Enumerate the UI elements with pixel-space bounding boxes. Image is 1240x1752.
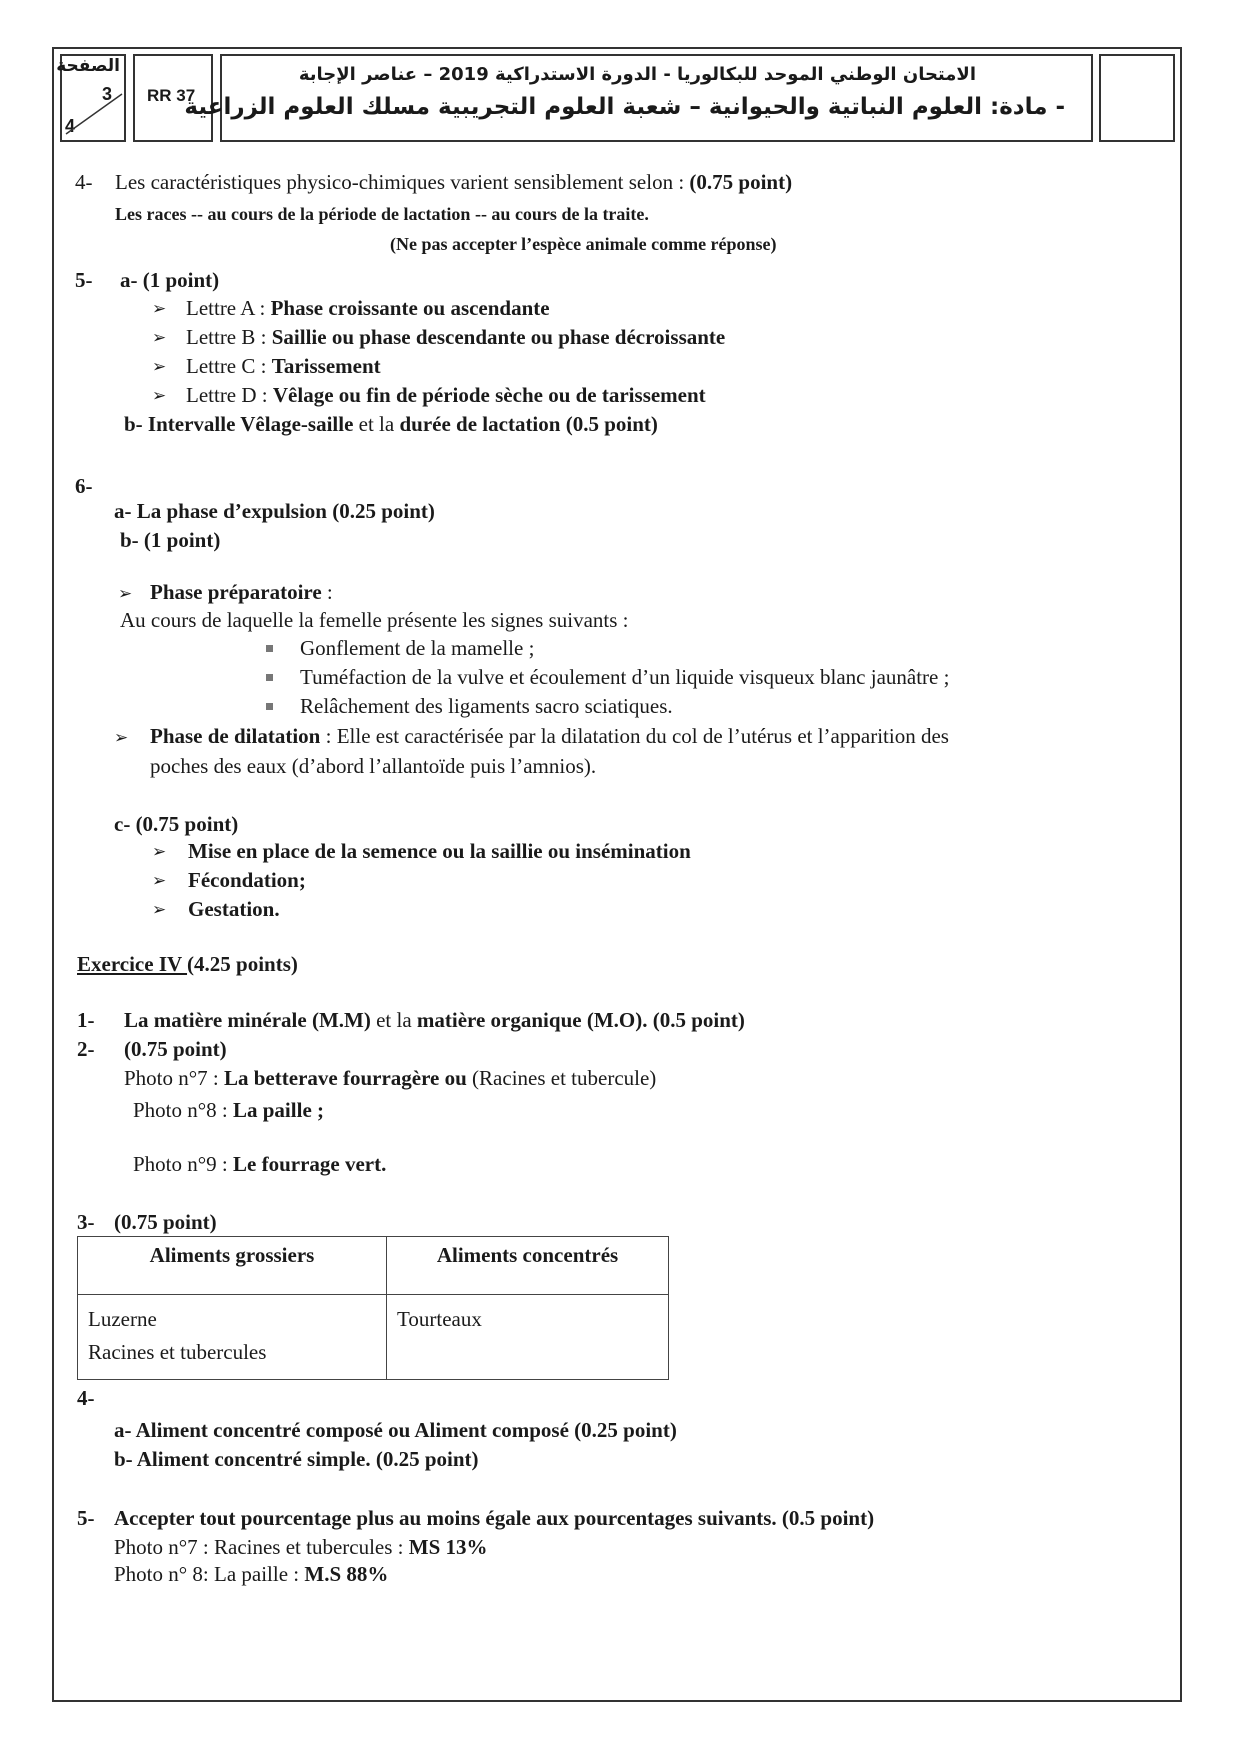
q4-number: 4-: [75, 170, 93, 194]
q6-dil-line2: poches des eaux (d’abord l’allantoïde puis l’amnios).: [150, 754, 597, 778]
feed-table: [77, 1236, 669, 1380]
page-label: الصفحة: [56, 56, 120, 76]
e5-photo8: [114, 1562, 388, 1587]
arrow-bullet-icon: ➢: [152, 328, 167, 348]
e2-photo9: [133, 1152, 386, 1177]
table-row: [78, 1295, 669, 1380]
q5-b-part2: et la: [353, 412, 400, 436]
q5-item-answer: Saillie ou phase descendante ou phase décroissante: [271, 325, 726, 349]
q5-number: 5-: [75, 268, 93, 292]
e2-photo7: [124, 1066, 656, 1091]
q6-prep-intro: Au cours de laquelle la femelle présente les signes suivants :: [120, 608, 629, 632]
q4-points: (0.75 point): [689, 170, 793, 194]
e4-b: b- Aliment concentré simple. (0.25 point): [114, 1447, 479, 1471]
q6-dil-title: Phase de dilatation: [150, 724, 321, 748]
q6-prep-title: Phase préparatoire: [150, 580, 322, 604]
table-header-row: [78, 1237, 669, 1295]
exercise-title-text: Exercice IV: [77, 952, 188, 976]
arrow-bullet-icon: ➢: [114, 728, 129, 748]
q6-prep-colon: :: [321, 580, 333, 604]
cell-line: Racines et tubercules: [88, 1340, 267, 1364]
e1-part1: La matière minérale (M.M): [124, 1008, 371, 1032]
page-divider-line: [62, 56, 124, 140]
q5-item-answer: Vêlage ou fin de période sèche ou de tarissement: [272, 383, 706, 407]
q6-c-item-2: Fécondation;: [188, 868, 306, 892]
q5-a-label: a- (1 point): [120, 268, 220, 292]
e2-photo8-answer: La paille ;: [233, 1098, 325, 1122]
q5-b-part1: b- Intervalle Vêlage-saille: [124, 412, 354, 436]
e2-photo7-answer: La betterave fourragère ou: [224, 1066, 467, 1090]
arrow-bullet-icon: ➢: [152, 357, 167, 377]
header-title-line1: الامتحان الوطني الموحد للبكالوريا - الدورة الاستدراكية 2019 – عناصر الإجابة: [298, 64, 976, 85]
cell-line: Tourteaux: [397, 1307, 482, 1331]
e4-a: a- Aliment concentré composé ou Aliment composé (0.25 point): [114, 1418, 677, 1442]
q6-dil-line1: [150, 724, 949, 749]
q6-c-item-1: Mise en place de la semence ou la saillie ou insémination: [188, 839, 691, 863]
e1-part2: et la: [370, 1008, 417, 1032]
e5-photo7-value: MS 13%: [408, 1535, 488, 1559]
q5-item-d: [186, 383, 706, 408]
title-box: [184, 54, 1093, 142]
e5-photo7-label: Photo n°7 : Racines et tubercules :: [114, 1535, 409, 1559]
q5-b: [124, 412, 658, 437]
q4-question: Les caractéristiques physico-chimiques varient sensiblement selon :: [115, 170, 690, 194]
q6-c: c- (0.75 point): [114, 812, 239, 836]
q5-item-c: [186, 354, 381, 379]
table-header-coarse: Aliments grossiers: [78, 1237, 387, 1295]
q6-sign-1: Gonflement de la mamelle ;: [300, 636, 535, 660]
arrow-bullet-icon: ➢: [152, 900, 167, 920]
arrow-bullet-icon: ➢: [152, 842, 167, 862]
q6-number: 6-: [75, 474, 93, 498]
e2-photo9-answer: Le fourrage vert.: [233, 1152, 387, 1176]
q5-item-label: Lettre A :: [186, 296, 271, 320]
e5-photo8-value: M.S 88%: [304, 1562, 389, 1586]
e2-photo8: [133, 1098, 324, 1123]
table-cell-coarse: [78, 1295, 387, 1380]
e1-answer: [124, 1008, 745, 1033]
arrow-bullet-icon: ➢: [152, 299, 167, 319]
e2-photo7-rest: (Racines et tubercule): [466, 1066, 657, 1090]
q6-prep: [150, 580, 333, 605]
q5-item-label: Lettre B :: [186, 325, 272, 349]
q6-dil-text1: : Elle est caractérisée par la dilatation du col de l’utérus et l’apparition des: [320, 724, 949, 748]
e1-number: 1-: [77, 1008, 95, 1032]
exercise-title: [77, 952, 298, 977]
q4-answer: Les races -- au cours de la période de lactation -- au cours de la traite.: [115, 204, 649, 224]
e5-number: 5-: [77, 1506, 95, 1530]
arrow-bullet-icon: ➢: [152, 386, 167, 406]
arrow-bullet-icon: ➢: [152, 871, 167, 891]
table-cell-concentrated: [387, 1295, 669, 1380]
page-number: 3: [101, 84, 112, 104]
e5-text: Accepter tout pourcentage plus au moins égale aux pourcentages suivants. (0.5 point): [114, 1506, 875, 1530]
page-number-box: [56, 54, 126, 142]
q5-item-a: [186, 296, 550, 321]
q6-sign-3: Relâchement des ligaments sacro sciatiques.: [300, 694, 673, 718]
exercise-points: (4.25 points): [187, 952, 298, 976]
q4-note: (Ne pas accepter l’espèce animale comme réponse): [390, 234, 777, 254]
q5-item-label: Lettre C :: [186, 354, 272, 378]
blank-box: [1099, 54, 1175, 142]
arrow-bullet-icon: ➢: [118, 584, 133, 604]
q6-a: a- La phase d’expulsion (0.25 point): [114, 499, 435, 523]
q6-c-item-3: Gestation.: [188, 897, 280, 921]
square-bullet-icon: [266, 703, 273, 710]
e5-photo7: [114, 1535, 488, 1560]
table-header-concentrated: Aliments concentrés: [387, 1237, 669, 1295]
e4-number: 4-: [77, 1386, 95, 1410]
e1-part3: matière organique (M.O). (0.5 point): [416, 1008, 745, 1032]
e2-number: 2-: [77, 1037, 95, 1061]
q5-item-label: Lettre D :: [186, 383, 273, 407]
q5-item-answer: Tarissement: [271, 354, 381, 378]
square-bullet-icon: [266, 674, 273, 681]
e2-photo9-label: Photo n°9 :: [133, 1152, 233, 1176]
q4-text: [115, 170, 792, 195]
exam-code: RR 37: [147, 86, 196, 105]
header-title-line2: - مادة: العلوم النباتية والحيوانية – شعبة العلوم التجريبية مسلك العلوم الزراعية: [184, 94, 1065, 120]
e2-photo8-label: Photo n°8 :: [133, 1098, 233, 1122]
e2-photo7-label: Photo n°7 :: [124, 1066, 224, 1090]
q5-b-part3: durée de lactation (0.5 point): [399, 412, 658, 436]
e2-points: (0.75 point): [124, 1037, 227, 1061]
square-bullet-icon: [266, 645, 273, 652]
e3-number: 3-: [77, 1210, 95, 1234]
q5-item-b: [186, 325, 725, 350]
q5-item-answer: Phase croissante ou ascendante: [270, 296, 550, 320]
cell-line: Luzerne: [88, 1307, 157, 1331]
q6-b: b- (1 point): [120, 528, 221, 552]
e3-points: (0.75 point): [114, 1210, 217, 1234]
e5-photo8-label: Photo n° 8: La paille :: [114, 1562, 305, 1586]
page-total: 4: [65, 116, 76, 136]
q6-sign-2: Tuméfaction de la vulve et écoulement d’un liquide visqueux blanc jaunâtre ;: [300, 665, 950, 689]
